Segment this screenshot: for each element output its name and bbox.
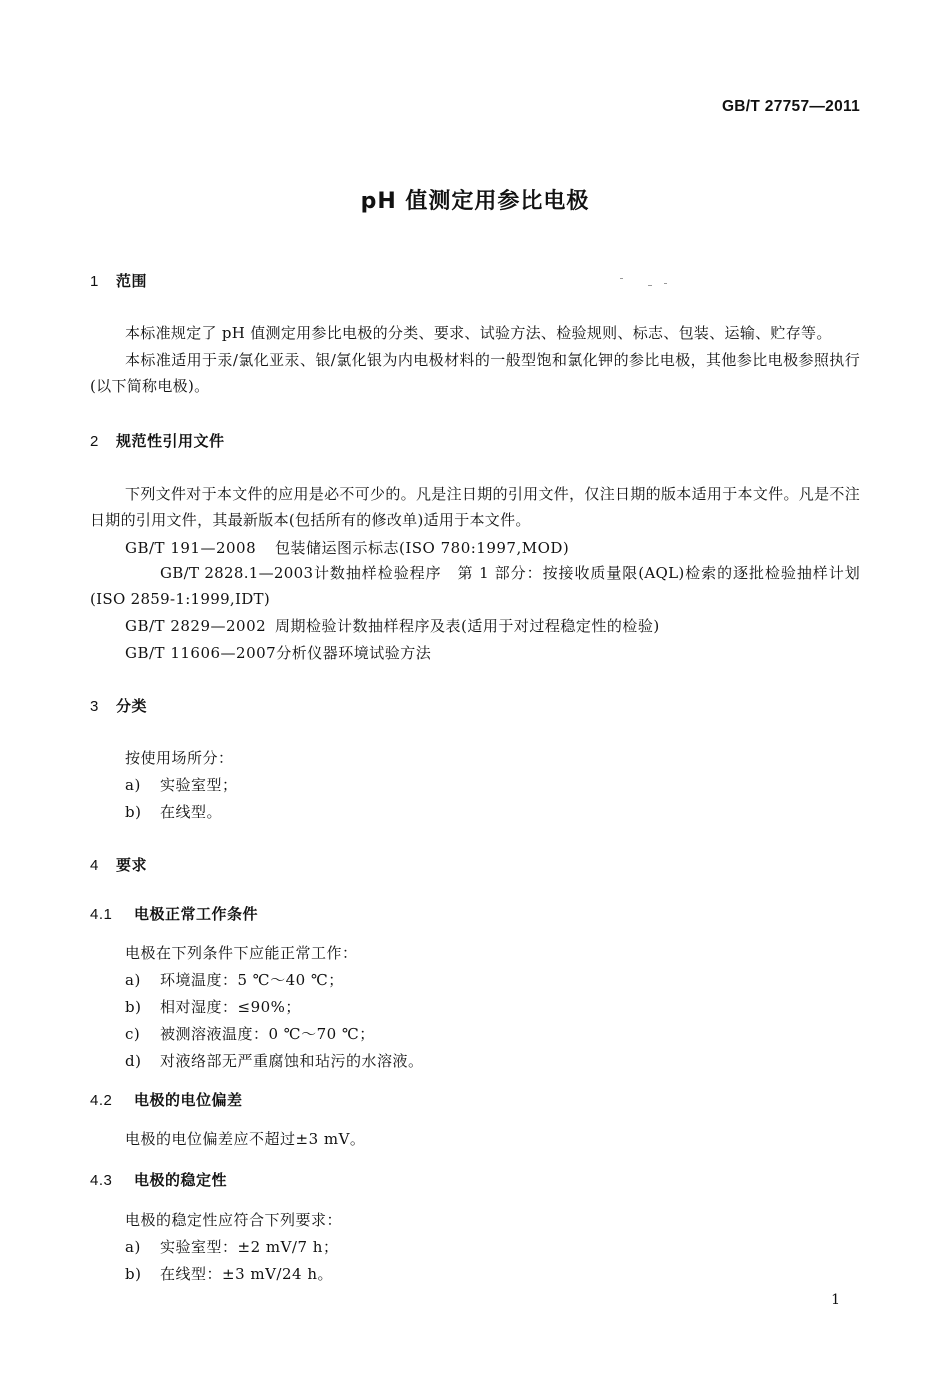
scope-paragraph-1: 本标准规定了 pH 值测定用参比电极的分类、要求、试验方法、检验规则、标志、包装、运输、贮存等。 xyxy=(125,324,832,342)
standard-number: GB/T 27757—2011 xyxy=(721,98,860,115)
subsection-heading-4-2 xyxy=(90,1089,243,1110)
subsection-number: 4.1 xyxy=(90,906,113,923)
list-marker: c) xyxy=(125,1025,141,1043)
subsection-title: 电极的稳定性 xyxy=(134,1171,228,1189)
list-marker: a) xyxy=(125,776,141,794)
scope-paragraph-2: 本标准适用于汞/氯化亚汞、银/氯化银为内电极材料的一般型饱和氯化钾的参比电极，其他参比电极参照执行(以下简称电极)。 xyxy=(90,351,860,395)
scan-speck xyxy=(620,278,623,279)
subsection-heading-4-3 xyxy=(90,1169,227,1190)
list-marker: b) xyxy=(125,803,142,821)
list-item xyxy=(125,996,301,1017)
section-heading-2 xyxy=(90,430,225,451)
reference-entry xyxy=(125,615,660,636)
normative-intro-paragraph: 下列文件对于本文件的应用是必不可少的。凡是注日期的引用文件，仅注日期的版本适用于本文件。凡是不注日期的引用文件，其最新版本(包括所有的修改单)适用于本文件。 xyxy=(90,485,860,529)
reference-code: GB/T 191—2008 xyxy=(125,539,257,557)
list-text: 相对湿度：≤90%； xyxy=(160,998,301,1016)
reference-entry xyxy=(125,537,569,558)
classification-intro: 按使用场所分： xyxy=(125,749,234,767)
document-title: pH 值测定用参比电极 xyxy=(360,189,590,214)
stability-intro: 电极的稳定性应符合下列要求： xyxy=(125,1211,343,1229)
section-number: 4 xyxy=(90,857,99,874)
section-number: 1 xyxy=(90,273,99,290)
list-item xyxy=(125,1023,375,1044)
list-item xyxy=(125,969,344,990)
list-text: 环境温度：5 ℃～40 ℃； xyxy=(160,971,344,989)
section-title: 范围 xyxy=(116,272,148,290)
list-text: 实验室型：±2 mV/7 h； xyxy=(160,1238,339,1256)
section-title: 规范性引用文件 xyxy=(116,432,225,450)
subsection-title: 电极正常工作条件 xyxy=(134,905,259,923)
list-item xyxy=(125,1263,333,1284)
list-marker: d) xyxy=(125,1052,142,1070)
section-title: 要求 xyxy=(116,856,148,874)
reference-entry xyxy=(125,642,431,663)
list-item xyxy=(125,1050,424,1071)
conditions-intro: 电极在下列条件下应能正常工作： xyxy=(125,944,358,962)
reference-code: GB/T 2829—2002 xyxy=(125,617,267,635)
list-marker: a) xyxy=(125,1238,141,1256)
section-title: 分类 xyxy=(116,697,148,715)
list-text: 实验室型； xyxy=(160,776,238,794)
subsection-number: 4.3 xyxy=(90,1172,113,1189)
reference-title: 周期检验计数抽样程序及表(适用于对过程稳定性的检验) xyxy=(275,617,660,635)
list-item xyxy=(125,801,222,822)
reference-entry xyxy=(90,560,860,612)
section-number: 3 xyxy=(90,698,99,715)
reference-code: GB/T 2828.1—2003 xyxy=(160,564,314,582)
subsection-heading-4-1 xyxy=(90,903,258,924)
reference-title: 分析仪器环境试验方法 xyxy=(276,644,432,662)
section-heading-4 xyxy=(90,854,147,875)
list-text: 在线型：±3 mV/24 h。 xyxy=(160,1265,334,1283)
list-text: 在线型。 xyxy=(160,803,223,821)
scan-speck xyxy=(664,283,667,284)
reference-title: 计数抽样检验程序 第 1 部分：按接收质量限(AQL)检索的逐批检验抽样计划(ISO 2859-1:1999,IDT) xyxy=(90,564,860,608)
section-heading-3 xyxy=(90,695,147,716)
scan-speck xyxy=(648,285,652,286)
subsection-number: 4.2 xyxy=(90,1092,113,1109)
section-heading-1 xyxy=(90,270,147,291)
list-marker: b) xyxy=(125,1265,142,1283)
list-text: 被测溶液温度：0 ℃～70 ℃； xyxy=(160,1025,375,1043)
reference-title: 包装储运图示标志(ISO 780:1997,MOD) xyxy=(275,539,570,557)
page-number: 1 xyxy=(831,1292,840,1308)
reference-code: GB/T 11606—2007 xyxy=(125,644,277,662)
list-marker: a) xyxy=(125,971,141,989)
list-marker: b) xyxy=(125,998,142,1016)
list-text: 对液络部无严重腐蚀和玷污的水溶液。 xyxy=(160,1052,424,1070)
section-number: 2 xyxy=(90,433,99,450)
list-item xyxy=(125,1236,338,1257)
list-item xyxy=(125,774,238,795)
subsection-title: 电极的电位偏差 xyxy=(134,1091,243,1109)
potential-deviation-text: 电极的电位偏差应不超过±3 mV。 xyxy=(125,1130,366,1148)
